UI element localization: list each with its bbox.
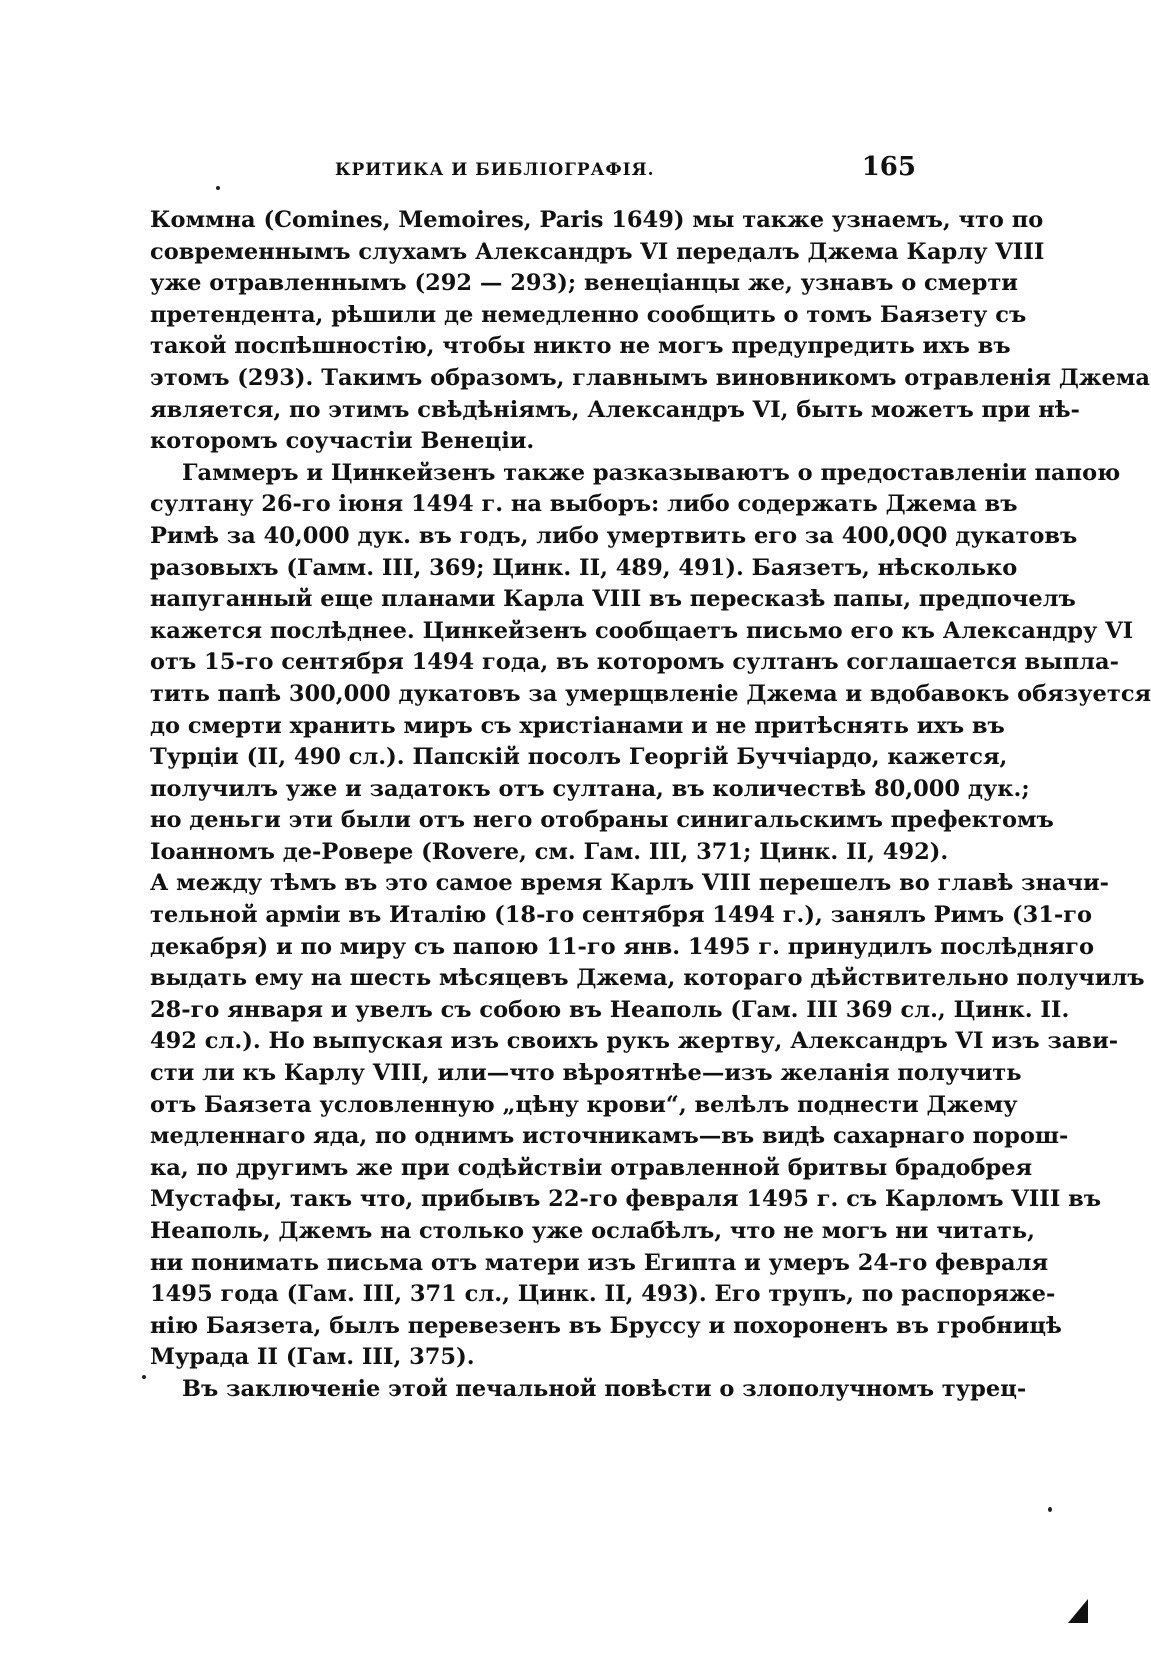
paragraph: [150, 458, 1151, 1374]
scan-speck: [142, 1375, 146, 1379]
page-number: 165: [861, 152, 916, 182]
text-line: Въ заключеніе этой печальной повѣсти о злополучномъ турец-: [182, 1375, 1027, 1402]
text-line: 1495 года (Гам. III, 371 сл., Цинк. II, 493). Его трупъ, по распоряже-: [150, 1281, 1056, 1308]
text-line: султану 26-го іюня 1494 г. на выборъ: либо содержать Джема въ: [150, 491, 1018, 518]
scan-speck: [1048, 1507, 1052, 1512]
text-line: 28-го января и увелъ съ собою въ Неаполь (Гам. III 369 сл., Цинк. II.: [150, 996, 1070, 1023]
text-line: выдать ему на шесть мѣсяцевъ Джема, котораго дѣйствительно получилъ: [150, 965, 1145, 992]
text-line: Римѣ за 40,000 дук. въ годъ, либо умертвить его за 400,0Q0 дукатовъ: [150, 522, 1078, 549]
text-line: А между тѣмъ въ это самое время Карлъ VIII перешелъ во главѣ значи-: [150, 870, 1110, 897]
text-line: нію Баязета, былъ перевезенъ въ Бруссу и похороненъ въ гробницѣ: [150, 1312, 1062, 1339]
text-line: этомъ (293). Такимъ образомъ, главнымъ виновникомъ отравленія Джема: [150, 364, 1150, 391]
text-line: претендента, рѣшили де немедленно сообщить о томъ Баязету съ: [150, 301, 1027, 328]
text-line: ни понимать письма отъ матери изъ Египта и умеръ 24-го февраля: [150, 1249, 1049, 1276]
text-line: до смерти хранить миръ съ христіанами и не притѣснять ихъ въ: [150, 712, 1005, 739]
text-line: напуганный еще планами Карла VIII въ пересказѣ папы, предпочелъ: [150, 586, 1076, 613]
text-line: отъ Баязета условленную „цѣну крови“, велѣлъ поднести Джему: [150, 1091, 1018, 1118]
text-line: декабря) и по миру съ папою 11-го янв. 1495 г. принудилъ послѣдняго: [150, 933, 1094, 960]
text-line: Мустафы, такъ что, прибывъ 22-го февраля 1495 г. съ Карломъ VIII въ: [150, 1186, 1102, 1213]
text-line: Коммна (Comines, Memoires, Paris 1649) мы также узнаемъ, что по: [150, 207, 1044, 233]
text-line: отъ 15-го сентября 1494 года, въ которомъ султанъ соглашается выпла-: [150, 649, 1119, 676]
page-header: [150, 152, 916, 192]
text-line: Гаммеръ и Цинкейзенъ также разказываютъ о предоставленіи папою: [182, 459, 1121, 486]
running-head: КРИТИКА И БИБЛІОГРАФІЯ.: [335, 160, 655, 180]
paragraph: [150, 205, 1150, 458]
text-line: но деньги эти были отъ него отобраны синигальскимъ префектомъ: [150, 807, 1054, 834]
text-line: получилъ уже и задатокъ отъ султана, въ количествѣ 80,000 дук.;: [150, 775, 1030, 802]
text-line: современнымъ слухамъ Александръ VI передалъ Джема Карлу VIII: [150, 238, 1045, 265]
scan-speck: [216, 186, 220, 190]
text-line: разовыхъ (Гамм. III, 369; Цинк. II, 489, 491). Баязетъ, нѣсколько: [150, 554, 1018, 581]
text-line: Турціи (II, 490 сл.). Папскій посолъ Георгій Буччіардо, кажется,: [150, 744, 1008, 771]
text-line: сти ли къ Карлу VIII, или—что вѣроятнѣе—изъ желанія получить: [150, 1060, 1022, 1087]
body-text: [150, 205, 1151, 1406]
text-line: тельной арміи въ Италію (18-го сентября 1494 г.), занялъ Римъ (31-го: [150, 902, 1093, 929]
text-line: является, по этимъ свѣдѣніямъ, Александръ VI, быть можетъ при нѣ-: [150, 396, 1080, 423]
text-line: 492 сл.). Но выпуская изъ своихъ рукъ жертву, Александръ VI изъ зави-: [150, 1028, 1119, 1055]
text-line: Іоанномъ де-Ровере (Rovere, см. Гам. III, 371; Цинк. II, 492).: [150, 838, 949, 865]
text-line: тить папѣ 300,000 дукатовъ за умерщвленіе Джема и вдобавокъ обязуется: [150, 680, 1151, 707]
text-line: Неаполь, Джемъ на столько уже ослабѣлъ, что не могъ ни читать,: [150, 1218, 1035, 1244]
scan-corner-mark: [1068, 1599, 1088, 1623]
text-line: уже отравленнымъ (292 — 293); венеціанцы же, узнавъ о смерти: [150, 270, 1018, 297]
text-line: ка, по другимъ же при содѣйствіи отравленной бритвы брадобрея: [150, 1154, 1033, 1181]
text-line: такой поспѣшностію, чтобы никто не могъ предупредить ихъ въ: [150, 333, 1011, 360]
text-line: кажется послѣднее. Цинкейзенъ сообщаетъ письмо его къ Александру VI: [150, 617, 1134, 644]
paragraph: [150, 1374, 1027, 1406]
text-line: которомъ соучастіи Венеціи.: [150, 428, 535, 455]
text-line: Мурада II (Гам. III, 375).: [150, 1344, 475, 1371]
text-line: медленнаго яда, по однимъ источникамъ—въ видѣ сахарнаго порош-: [150, 1123, 1069, 1150]
